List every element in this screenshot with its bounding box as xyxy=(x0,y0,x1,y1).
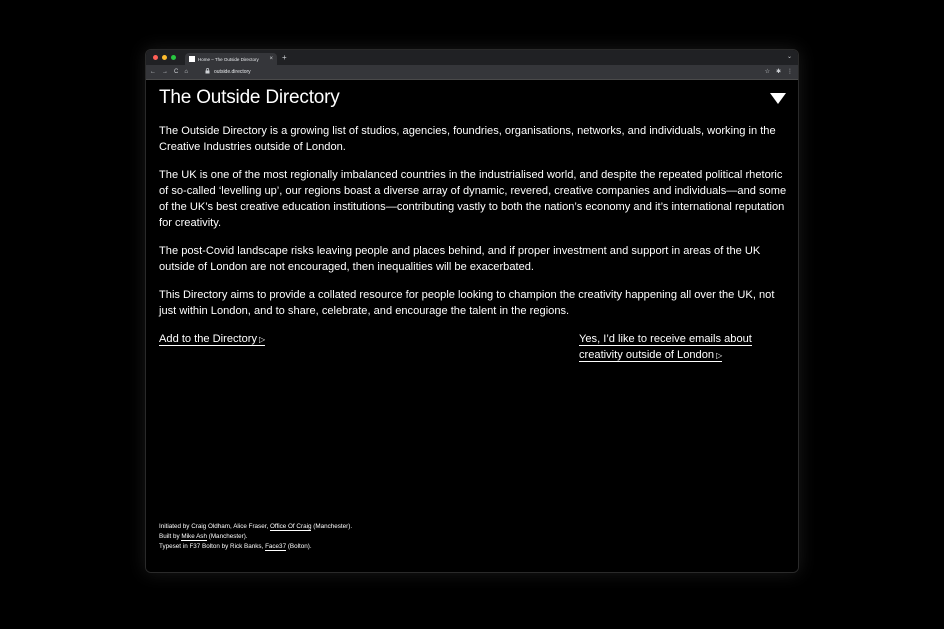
credit-text: Built by xyxy=(159,533,182,540)
minimize-window-button[interactable] xyxy=(162,55,167,60)
call-to-actions xyxy=(159,331,789,371)
mike-ash-link[interactable]: Mike Ash xyxy=(181,533,207,540)
lock-icon xyxy=(205,68,210,76)
reload-icon[interactable]: C xyxy=(174,69,179,75)
tab-bar xyxy=(146,50,798,65)
browser-tab[interactable] xyxy=(185,53,277,65)
credit-text: Initiated by Craig Oldham, Alice Fraser, xyxy=(159,523,270,530)
tab-title: Home – The Outside Directory xyxy=(198,56,259,62)
browser-toolbar xyxy=(146,65,798,80)
add-to-directory-link[interactable] xyxy=(159,331,265,348)
credit-text: (Manchester). xyxy=(311,523,353,530)
favicon-icon xyxy=(189,56,195,62)
forward-icon[interactable]: → xyxy=(162,69,168,75)
credit-text: (Bolton). xyxy=(286,543,312,550)
extensions-icon[interactable]: ✱ xyxy=(775,69,781,75)
maximize-window-button[interactable] xyxy=(171,55,176,60)
credit-line xyxy=(159,532,352,542)
site-title[interactable]: The Outside Directory xyxy=(159,87,340,108)
address-bar[interactable] xyxy=(199,67,762,77)
page-content xyxy=(146,81,798,573)
new-tab-button[interactable]: + xyxy=(282,53,287,62)
tab-search-icon[interactable]: ⌄ xyxy=(786,54,792,60)
window-controls xyxy=(153,55,176,60)
credit-text: (Manchester). xyxy=(206,533,248,540)
close-window-button[interactable] xyxy=(153,55,158,60)
bookmark-star-icon[interactable]: ☆ xyxy=(764,69,770,75)
credit-line xyxy=(159,522,352,532)
home-icon[interactable]: ⌂ xyxy=(184,69,188,75)
tab-close-icon[interactable]: × xyxy=(269,56,273,62)
nav-buttons xyxy=(150,69,188,75)
paragraph: The post-Covid landscape risks leaving people and places behind, and if proper investment and support in areas of the UK outside of London are not encouraged, then inequalities will be exacerbated. xyxy=(159,245,761,273)
intro-text xyxy=(159,123,789,331)
arrow-right-icon: ▷ xyxy=(716,351,723,360)
arrow-right-icon: ▷ xyxy=(259,335,266,344)
email-link-line1: Yes, I’d like to receive emails about xyxy=(579,333,752,345)
face37-link[interactable]: Face37 xyxy=(265,543,287,550)
browser-menu-icon[interactable]: ⋮ xyxy=(787,69,793,75)
paragraph: The Outside Directory is a growing list of studios, agencies, foundries, organisations, networks, and individuals, working in the Creative Industries outside of London. xyxy=(159,125,776,153)
credit-line xyxy=(159,542,352,552)
credit-text: Typeset in F37 Bolton by Rick Banks, xyxy=(159,543,266,550)
browser-window xyxy=(145,49,799,573)
footer-credits xyxy=(159,522,352,552)
paragraph: This Directory aims to provide a collated resource for people looking to champion the creativity happening all over the UK, not just within London, and to share, celebrate, and encourage the talent in the regions. xyxy=(159,289,775,317)
paragraph: The UK is one of the most regionally imbalanced countries in the industrialised world, and despite the repeated political rhetoric of so-called ‘levelling up’, our regions boast a diverse array of dynamic, revered, creative companies and individuals—and some of the UK’s best creative education institutions—contributing vastly to both the nation’s economy and it’s international reputation for creativity. xyxy=(159,169,787,229)
office-of-craig-link[interactable]: Office Of Craig xyxy=(269,523,312,530)
menu-toggle-triangle-icon[interactable] xyxy=(770,93,786,104)
email-link-line2: creativity outside of London xyxy=(579,349,715,361)
add-link-label: Add to the Directory xyxy=(159,333,258,345)
toolbar-actions xyxy=(765,68,793,75)
back-icon[interactable]: ← xyxy=(150,69,156,75)
url-text: outside.directory xyxy=(214,69,251,75)
email-signup-link[interactable] xyxy=(579,331,779,364)
